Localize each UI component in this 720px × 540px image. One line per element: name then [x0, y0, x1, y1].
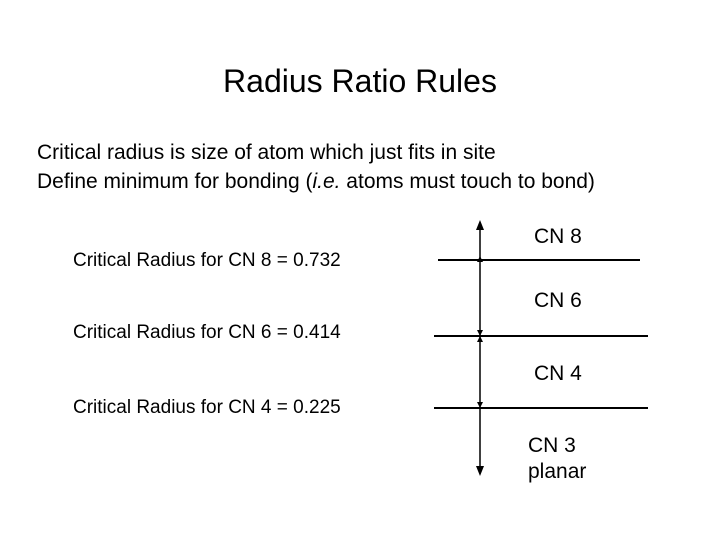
region-label-cn6: CN 6 — [534, 289, 582, 312]
intro-line-2-ie: i.e. — [312, 170, 341, 193]
threshold-label-cn6: Critical Radius for CN 6 = 0.414 — [73, 322, 341, 343]
region-label-cn4: CN 4 — [534, 362, 582, 385]
slide-title: Radius Ratio Rules — [223, 63, 497, 99]
region-label-cn3: CN 3 planar — [528, 434, 587, 483]
threshold-label-cn4: Critical Radius for CN 4 = 0.225 — [73, 397, 341, 418]
intro-line-2-after: atoms must touch to bond) — [340, 170, 595, 193]
threshold-label-cn8: Critical Radius for CN 8 = 0.732 — [73, 250, 341, 271]
axis-arrow-top — [476, 220, 484, 230]
intro-line-1: Critical radius is size of atom which just fits in site — [37, 141, 496, 164]
axis-arrow-bottom — [476, 466, 484, 476]
region-label-cn8: CN 8 — [534, 225, 582, 248]
intro-line-2-before: Define minimum for bonding ( — [37, 170, 313, 193]
